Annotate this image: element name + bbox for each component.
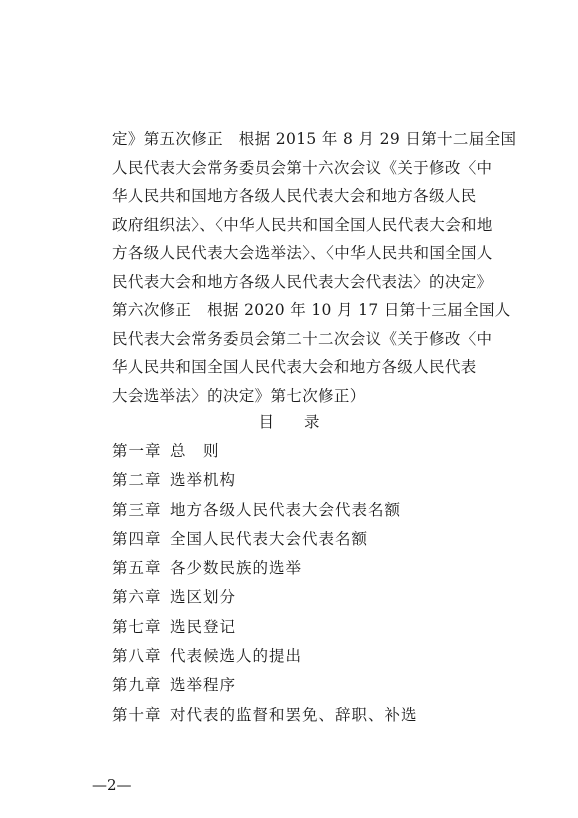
chapter-number: 第七章 [112,617,162,636]
body-line: 定》第五次修正 根据 2015 年 8 月 29 日第十二届全国 [112,130,517,148]
chapter-number: 第五章 [112,559,162,578]
toc-item [112,466,492,495]
body-line: 政府组织法〉、〈中华人民共和国全国人民代表大会和地 [112,215,493,234]
chapter-number: 第九章 [112,676,162,695]
chapter-number: 第三章 [112,500,162,519]
chapter-title: 代表候选人的提出 [170,647,303,666]
body-line: 人民代表大会常务委员会第十六次会议《关于修改〈中 [112,158,493,177]
toc-heading [0,410,578,432]
body-line: 华人民共和国地方各级人民代表大会和地方各级人民 [112,187,477,205]
chapter-title: 全国人民代表大会代表名额 [170,529,369,548]
table-of-contents [112,437,492,730]
chapter-number: 第四章 [112,529,162,548]
toc-item [112,583,492,612]
toc-item [112,525,492,554]
toc-item [112,437,492,466]
toc-item [112,671,492,700]
chapter-title: 选民登记 [170,617,237,636]
chapter-number: 第六章 [112,588,162,607]
chapter-title: 各少数民族的选举 [170,559,303,578]
chapter-title: 总 则 [170,442,220,460]
chapter-title: 选举程序 [170,676,237,695]
chapter-number: 第十章 [112,705,162,724]
chapter-number: 第八章 [112,647,162,666]
chapter-number: 第一章 [112,442,162,460]
body-line: 大会选举法〉的决定》第七次修正） [112,386,366,405]
toc-item [112,613,492,642]
toc-item [112,701,492,730]
body-line: 民代表大会和地方各级人民代表大会代表法〉的决定》 [112,272,493,291]
body-line: 民代表大会常务委员会第二十二次会议《关于修改〈中 [112,329,493,348]
body-line: 方各级人民代表大会选举法〉、〈中华人民共和国全国人 [112,244,493,262]
toc-heading-right: 录 [304,413,320,431]
chapter-title: 对代表的监督和罢免、辞职、补选 [170,705,418,724]
chapter-title: 选举机构 [170,471,237,490]
toc-item [112,642,492,671]
body-line: 第六次修正 根据 2020 年 10 月 17 日第十三届全国人 [112,301,511,319]
chapter-title: 地方各级人民代表大会代表名额 [170,500,402,519]
body-line: 华人民共和国全国人民代表大会和地方各级人民代表 [112,358,477,376]
toc-item [112,554,492,583]
chapter-title: 选区划分 [170,588,237,607]
toc-item [112,496,492,525]
toc-heading-left: 目 [258,413,274,431]
page-number: —2— [92,776,132,794]
chapter-number: 第二章 [112,471,162,490]
body-paragraph [112,125,517,410]
